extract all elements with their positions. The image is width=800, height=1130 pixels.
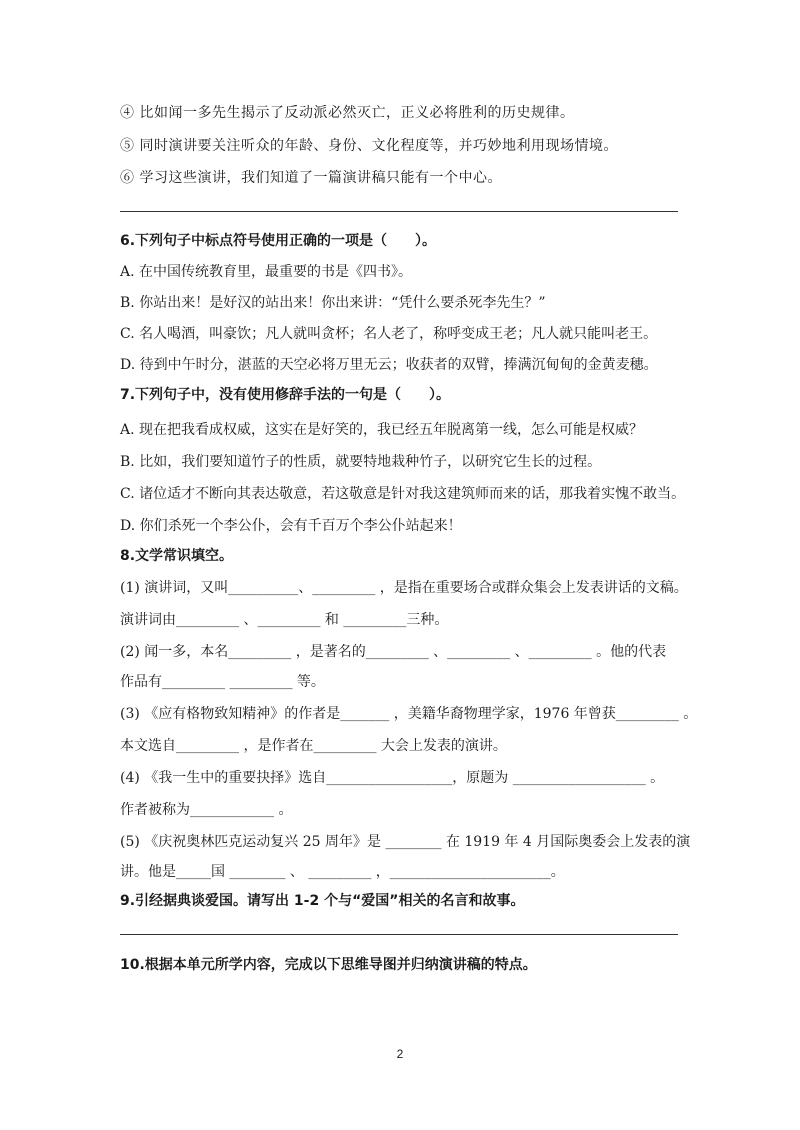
q8-line: 作者被称为____________ 。 [120,802,293,818]
page-number: 2 [396,1047,404,1061]
question-8-stem: 8.文学常识填空。 [120,548,234,564]
q7-option-c: C. 诸位适才不断向其表达敬意，若这敬意是针对我这建筑师而来的话，那我着实愧不敢当。 [120,486,686,502]
q8-line: 作品有_________ _________ 等。 [120,674,325,690]
q6-option-d: D. 待到中午时分，湛蓝的天空必将万里无云；收获者的双臂，捧满沉甸甸的金黄麦穗。 [120,357,658,373]
q8-line: (1) 演讲词，又叫__________、_________ ，是指在重要场合或群众集会上发表讲话的文稿。 [120,580,688,596]
text-line: ④ 比如闻一多先生揭示了反动派必然灭亡，正义必将胜利的历史规律。 [120,105,575,121]
text-line: ⑤ 同时演讲要关注听众的年龄、身份、文化程度等，并巧妙地利用现场情境。 [120,138,618,154]
question-9-stem: 9.引经据典谈爱国。请写出 1-2 个与“爱国”相关的名言和故事。 [120,893,525,909]
q6-option-b: B. 你站出来！是好汉的站出来！你出来讲：“凭什么要杀死李先生？” [120,295,546,311]
question-10-stem: 10.根据本单元所学内容，完成以下思维导图并归纳演讲稿的特点。 [120,957,537,973]
answer-line [120,934,678,935]
q8-line: (4) 《我一生中的重要抉择》选自__________________，原题为 ___________________ 。 [120,770,665,786]
q7-option-a: A. 现在把我看成权威，这实在是好笑的，我已经五年脱离第一线，怎么可能是权威？ [120,422,644,438]
q7-option-b: B. 比如，我们要知道竹子的性质，就要特地栽种竹子，以研究它生长的过程。 [120,454,602,470]
q8-line: 本文选自_________ ，是作者在_________ 大会上发表的演讲。 [120,738,507,754]
q8-line: (2) 闻一多，本名_________ ，是著名的_________ 、_________ 、_________ 。他的代表 [120,644,667,660]
question-7-stem: 7.下列句子中，没有使用修辞手法的一句是（ ）。 [120,387,451,403]
q6-option-a: A. 在中国传统教育里，最重要的书是《四书》。 [120,264,413,280]
q6-option-c: C. 名人喝酒，叫豪饮；凡人就叫贪杯；名人老了，称呼变成王老；凡人就只能叫老王。 [120,326,658,342]
answer-line [120,211,678,212]
q8-line: 讲。他是_____国 ________ 、 _________ ，_______________________。 [120,864,565,880]
text-line: ⑥ 学习这些演讲，我们知道了一篇演讲稿只能有一个中心。 [120,170,502,186]
q8-line: (5) 《庆祝奥林匹克运动复兴 25 周年》是 ________ 在 1919 年 4 月国际奥委会上发表的演 [120,834,691,850]
q8-line: 演讲词由_________ 、_________ 和 _________三种。 [120,612,449,628]
question-6-stem: 6.下列句子中标点符号使用正确的一项是（ ）。 [120,233,437,249]
q7-option-d: D. 你们杀死一个李公仆，会有千百万个李公仆站起来！ [120,518,462,534]
q8-line: (3) 《应有格物致知精神》的作者是_______ ，美籍华裔物理学家，1976 年曾获_________ 。 [120,706,698,722]
